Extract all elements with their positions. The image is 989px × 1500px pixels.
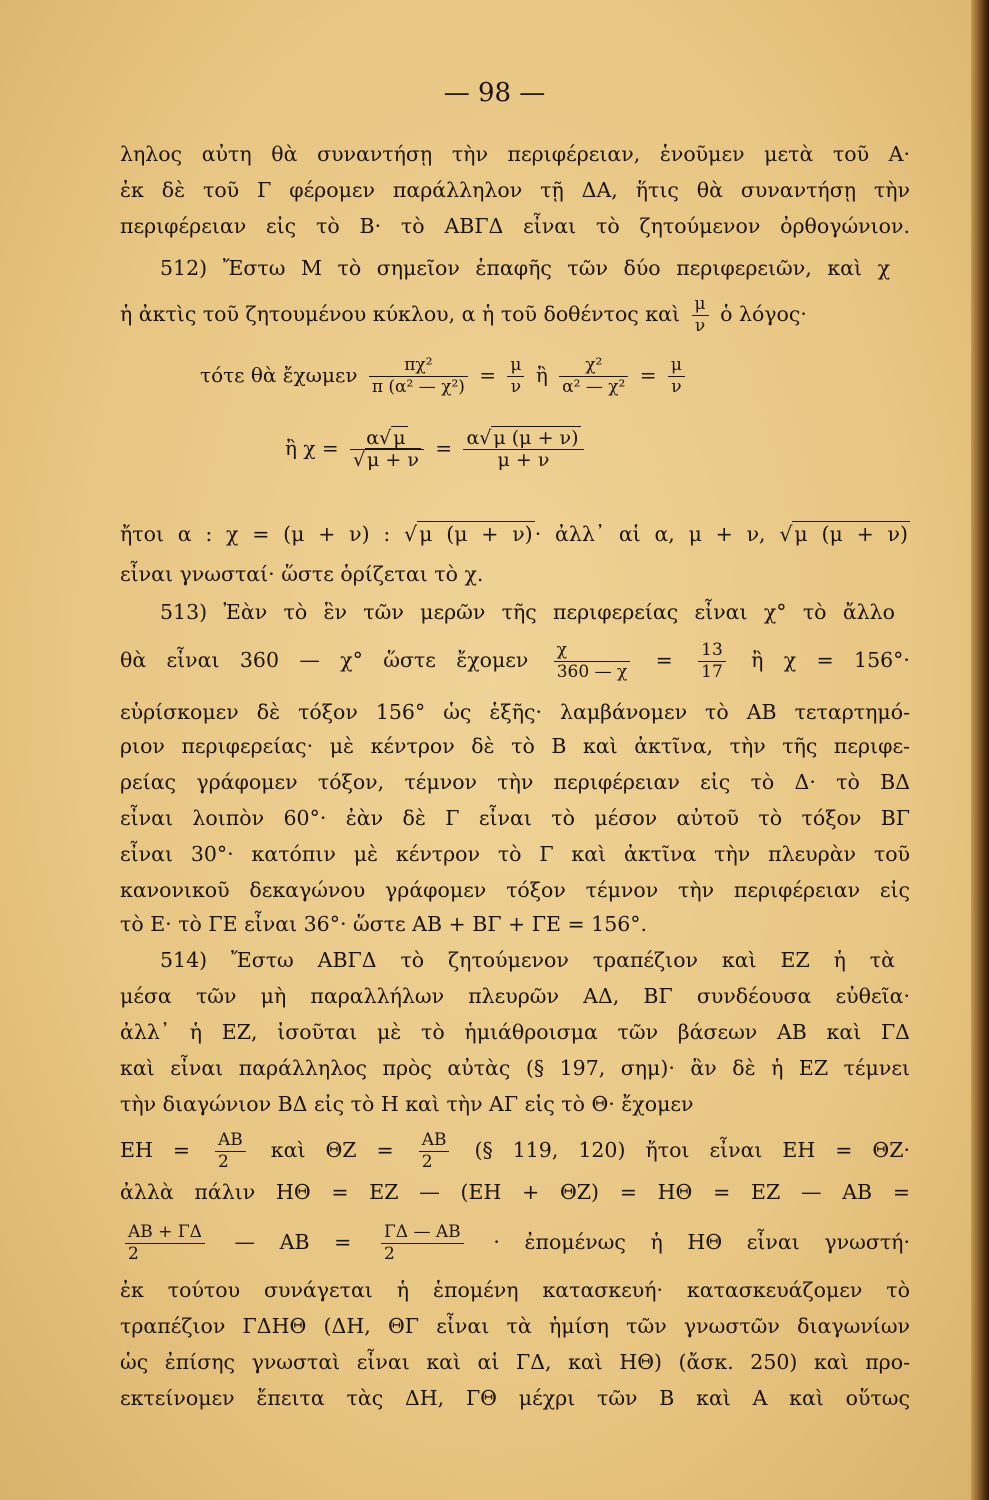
fraction-mu-nu (692, 294, 709, 337)
text-line (120, 640, 910, 683)
radical-prefix: α√ (366, 427, 392, 449)
text-line: εκτείνομεν ἔπειτα τὰς ΔΗ, ΓΘ μέχρι τῶν Β καὶ Α καὶ οὕτως (120, 1386, 910, 1410)
page-number: — 98 — (443, 78, 546, 108)
text-segment: τότε θὰ ἔχωμεν (200, 363, 358, 387)
radical-sign: √ (779, 522, 793, 546)
numerator: μ (670, 355, 682, 375)
text-segment: ἤτοι α : χ = (μ + ν) : (120, 522, 391, 546)
denominator: α² — χ² (559, 376, 628, 398)
fraction (381, 1222, 464, 1265)
denominator: ν (692, 315, 709, 337)
denominator: 360 — χ (554, 661, 631, 683)
text-segment: ἡ ἀκτὶς τοῦ ζητουμένου κύκλου, α ἡ τοῦ δοθέντος καὶ (120, 302, 680, 326)
text-line: κανονικοῦ δεκαγώνου γράφομεν τόξον τέμνον τὴν περιφέρειαν εἰς (120, 878, 910, 902)
fraction (419, 1130, 450, 1173)
text-line: ἐκ τούτου συνάγεται ἡ ἑπομένη κατασκευή· κατασκευάζομεν τὸ (120, 1278, 910, 1302)
text-line: ληλος αὐτη θὰ συναντήσῃ τὴν περιφέρειαν, ἑνοῦμεν μετὰ τοῦ Α· (120, 142, 910, 166)
denominator: ν (507, 376, 524, 398)
radicand: μ + ν (367, 449, 419, 471)
text-line (120, 520, 910, 548)
text-line: εὑρίσκομεν δὲ τόξον 156° ὡς ἑξῆς· λαμβάνομεν τὸ ΑΒ τεταρτημό- (120, 700, 910, 724)
text-segment: ἢ (535, 363, 548, 387)
text-segment: (§ 119, 120) ἤτοι εἶναι ΕΗ = ΘΖ· (474, 1138, 910, 1162)
text-line: μέσα τῶν μὴ παραλλήλων πλευρῶν ΑΔ, ΒΓ συνδέουσα εὐθεῖα· (120, 984, 910, 1008)
radicand: μ (μ + ν) (794, 522, 908, 546)
equation-line (200, 355, 690, 398)
numerator (350, 428, 424, 449)
denominator: 2 (419, 1151, 450, 1173)
fraction (125, 1222, 205, 1265)
fraction (554, 640, 631, 683)
text-line: ἐκ δὲ τοῦ Γ φέρομεν παράλληλον τῇ ΔΑ, ἥτις θὰ συναντήσῃ τὴν (120, 178, 910, 202)
numerator: 13 (701, 640, 723, 660)
text-line (120, 1130, 910, 1173)
denominator: ν (668, 376, 685, 398)
text-line: εἶναι γνωσταί· ὥστε ὁρίζεται τὸ χ. (120, 562, 484, 586)
text-line (120, 294, 910, 337)
radicand: μ (μ + ν) (419, 522, 533, 546)
denominator (350, 449, 424, 471)
numerator: ΑΒ (218, 1130, 243, 1150)
numerator: ΑΒ (421, 1130, 447, 1150)
text-segment: · ἐπομένως ἡ ΗΘ εἶναι γνωστή· (493, 1230, 910, 1254)
equals-sign: = (639, 363, 657, 387)
punctuation: · (534, 522, 542, 546)
numerator: ΓΔ — ΑΒ (384, 1222, 461, 1242)
denominator: 2 (381, 1243, 464, 1265)
text-segment: καὶ ΘΖ = (270, 1138, 394, 1162)
equals-sign: = (479, 363, 497, 387)
numerator: μ (694, 294, 706, 314)
fraction (369, 355, 468, 398)
equals-sign: = (655, 648, 673, 672)
numerator (463, 428, 583, 449)
denominator: 2 (125, 1243, 205, 1265)
text-line: καὶ εἶναι παράλληλος πρὸς αὐτὰς (§ 197, σημ)· ἂν δὲ ἡ ΕΖ τέμνει (120, 1056, 910, 1080)
radical-sign: √ (352, 449, 366, 471)
numerator: μ (510, 355, 522, 375)
equation-line (285, 428, 589, 471)
text-segment: ὁ λόγος· (720, 302, 807, 326)
text-line: εἶναι 30°· κατόπιν μὲ κέντρον τὸ Γ καὶ ἀκτῖνα τὴν πλευρὰν τοῦ (120, 842, 910, 866)
text-segment: θὰ εἶναι 360 — χ° ὥστε ἔχομεν (120, 648, 529, 672)
radical-fraction (350, 428, 424, 471)
text-line: ἀλλ᾽ ἡ ΕΖ, ἰσοῦται μὲ τὸ ἡμιάθροισμα τῶν βάσεων ΑΒ καὶ ΓΔ (120, 1020, 910, 1044)
text-line: 513) Ἐὰν τὸ ἓν τῶν μερῶν τῆς περιφερείας εἶναι χ° τὸ ἄλλο (160, 600, 895, 624)
text-segment: — ΑΒ = (234, 1230, 352, 1254)
fraction (559, 355, 628, 398)
denominator: π (α² — χ²) (369, 376, 468, 398)
fraction (215, 1130, 246, 1173)
text-line: 514) Ἔστω ΑΒΓΔ τὸ ζητούμενον τραπέζιον καὶ ΕΖ ἡ τὰ (160, 948, 895, 972)
text-line: ὡς ἐπίσης γνωσταὶ εἶναι καὶ αἱ ΓΔ, καὶ ΗΘ) (ἄσκ. 250) καὶ προ- (120, 1350, 910, 1374)
radical-prefix: α√ (466, 427, 492, 449)
text-line (120, 1222, 910, 1265)
radicand: μ (μ + ν) (493, 427, 579, 449)
radical-fraction (463, 428, 583, 471)
book-binding-edge (971, 0, 989, 1500)
text-line: ἀλλὰ πάλιν ΗΘ = ΕΖ — (ΕΗ + ΘΖ) = ΗΘ = ΕΖ — ΑΒ = (120, 1180, 910, 1204)
denominator: μ + ν (463, 449, 583, 471)
text-segment: ἢ χ = (285, 436, 339, 460)
text-line: τραπέζιον ΓΔΗΘ (ΔΗ, ΘΓ εἶναι τὰ ἡμίση τῶν γνωστῶν διαγωνίων (120, 1314, 910, 1338)
text-line: περιφέρειαν εἰς τὸ Β· τὸ ΑΒΓΔ εἶναι τὸ ζητούμενον ὀρθογώνιον. (120, 214, 910, 238)
text-segment: ΕΗ = (120, 1138, 191, 1162)
numerator: ΑΒ + ΓΔ (128, 1222, 202, 1242)
text-segment: ἀλλ᾽ αἱ α, μ + ν, (554, 522, 766, 546)
equals-sign: = (435, 436, 453, 460)
text-line: ρείας γράφομεν τόξον, τέμνον τὴν περιφέρειαν εἰς τὸ Δ· τὸ ΒΔ (120, 770, 910, 794)
text-line: τὸ Ε· τὸ ΓΕ εἶναι 36°· ὥστε ΑΒ + ΒΓ + ΓΕ = 156°. (120, 912, 648, 936)
denominator: 2 (215, 1151, 246, 1173)
denominator: 17 (698, 661, 726, 683)
fraction-mu-nu (507, 355, 524, 398)
text-line: 512) Ἔστω Μ τὸ σημεῖον ἐπαφῆς τῶν δύο περιφερειῶν, καὶ χ (160, 256, 890, 280)
radicand: μ (393, 427, 406, 449)
text-line: τὴν διαγώνιον ΒΔ εἰς τὸ Η καὶ τὴν ΑΓ εἰς τὸ Θ· ἔχομεν (120, 1092, 694, 1116)
text-line: ριον περιφερείας· μὲ κέντρον δὲ τὸ Β καὶ ἀκτῖνα, τὴν τῆς περιφε- (120, 734, 910, 758)
text-segment: ἢ χ = 156°· (751, 648, 910, 672)
numerator: χ (556, 640, 568, 660)
text-line: εἶναι λοιπὸν 60°· ἐὰν δὲ Γ εἶναι τὸ μέσον αὐτοῦ τὸ τόξον ΒΓ (120, 806, 910, 830)
numerator: χ² (585, 355, 603, 375)
numerator: πχ² (404, 355, 433, 375)
fraction (698, 640, 726, 683)
fraction-mu-nu (668, 355, 685, 398)
radical-sign: √ (404, 522, 418, 546)
